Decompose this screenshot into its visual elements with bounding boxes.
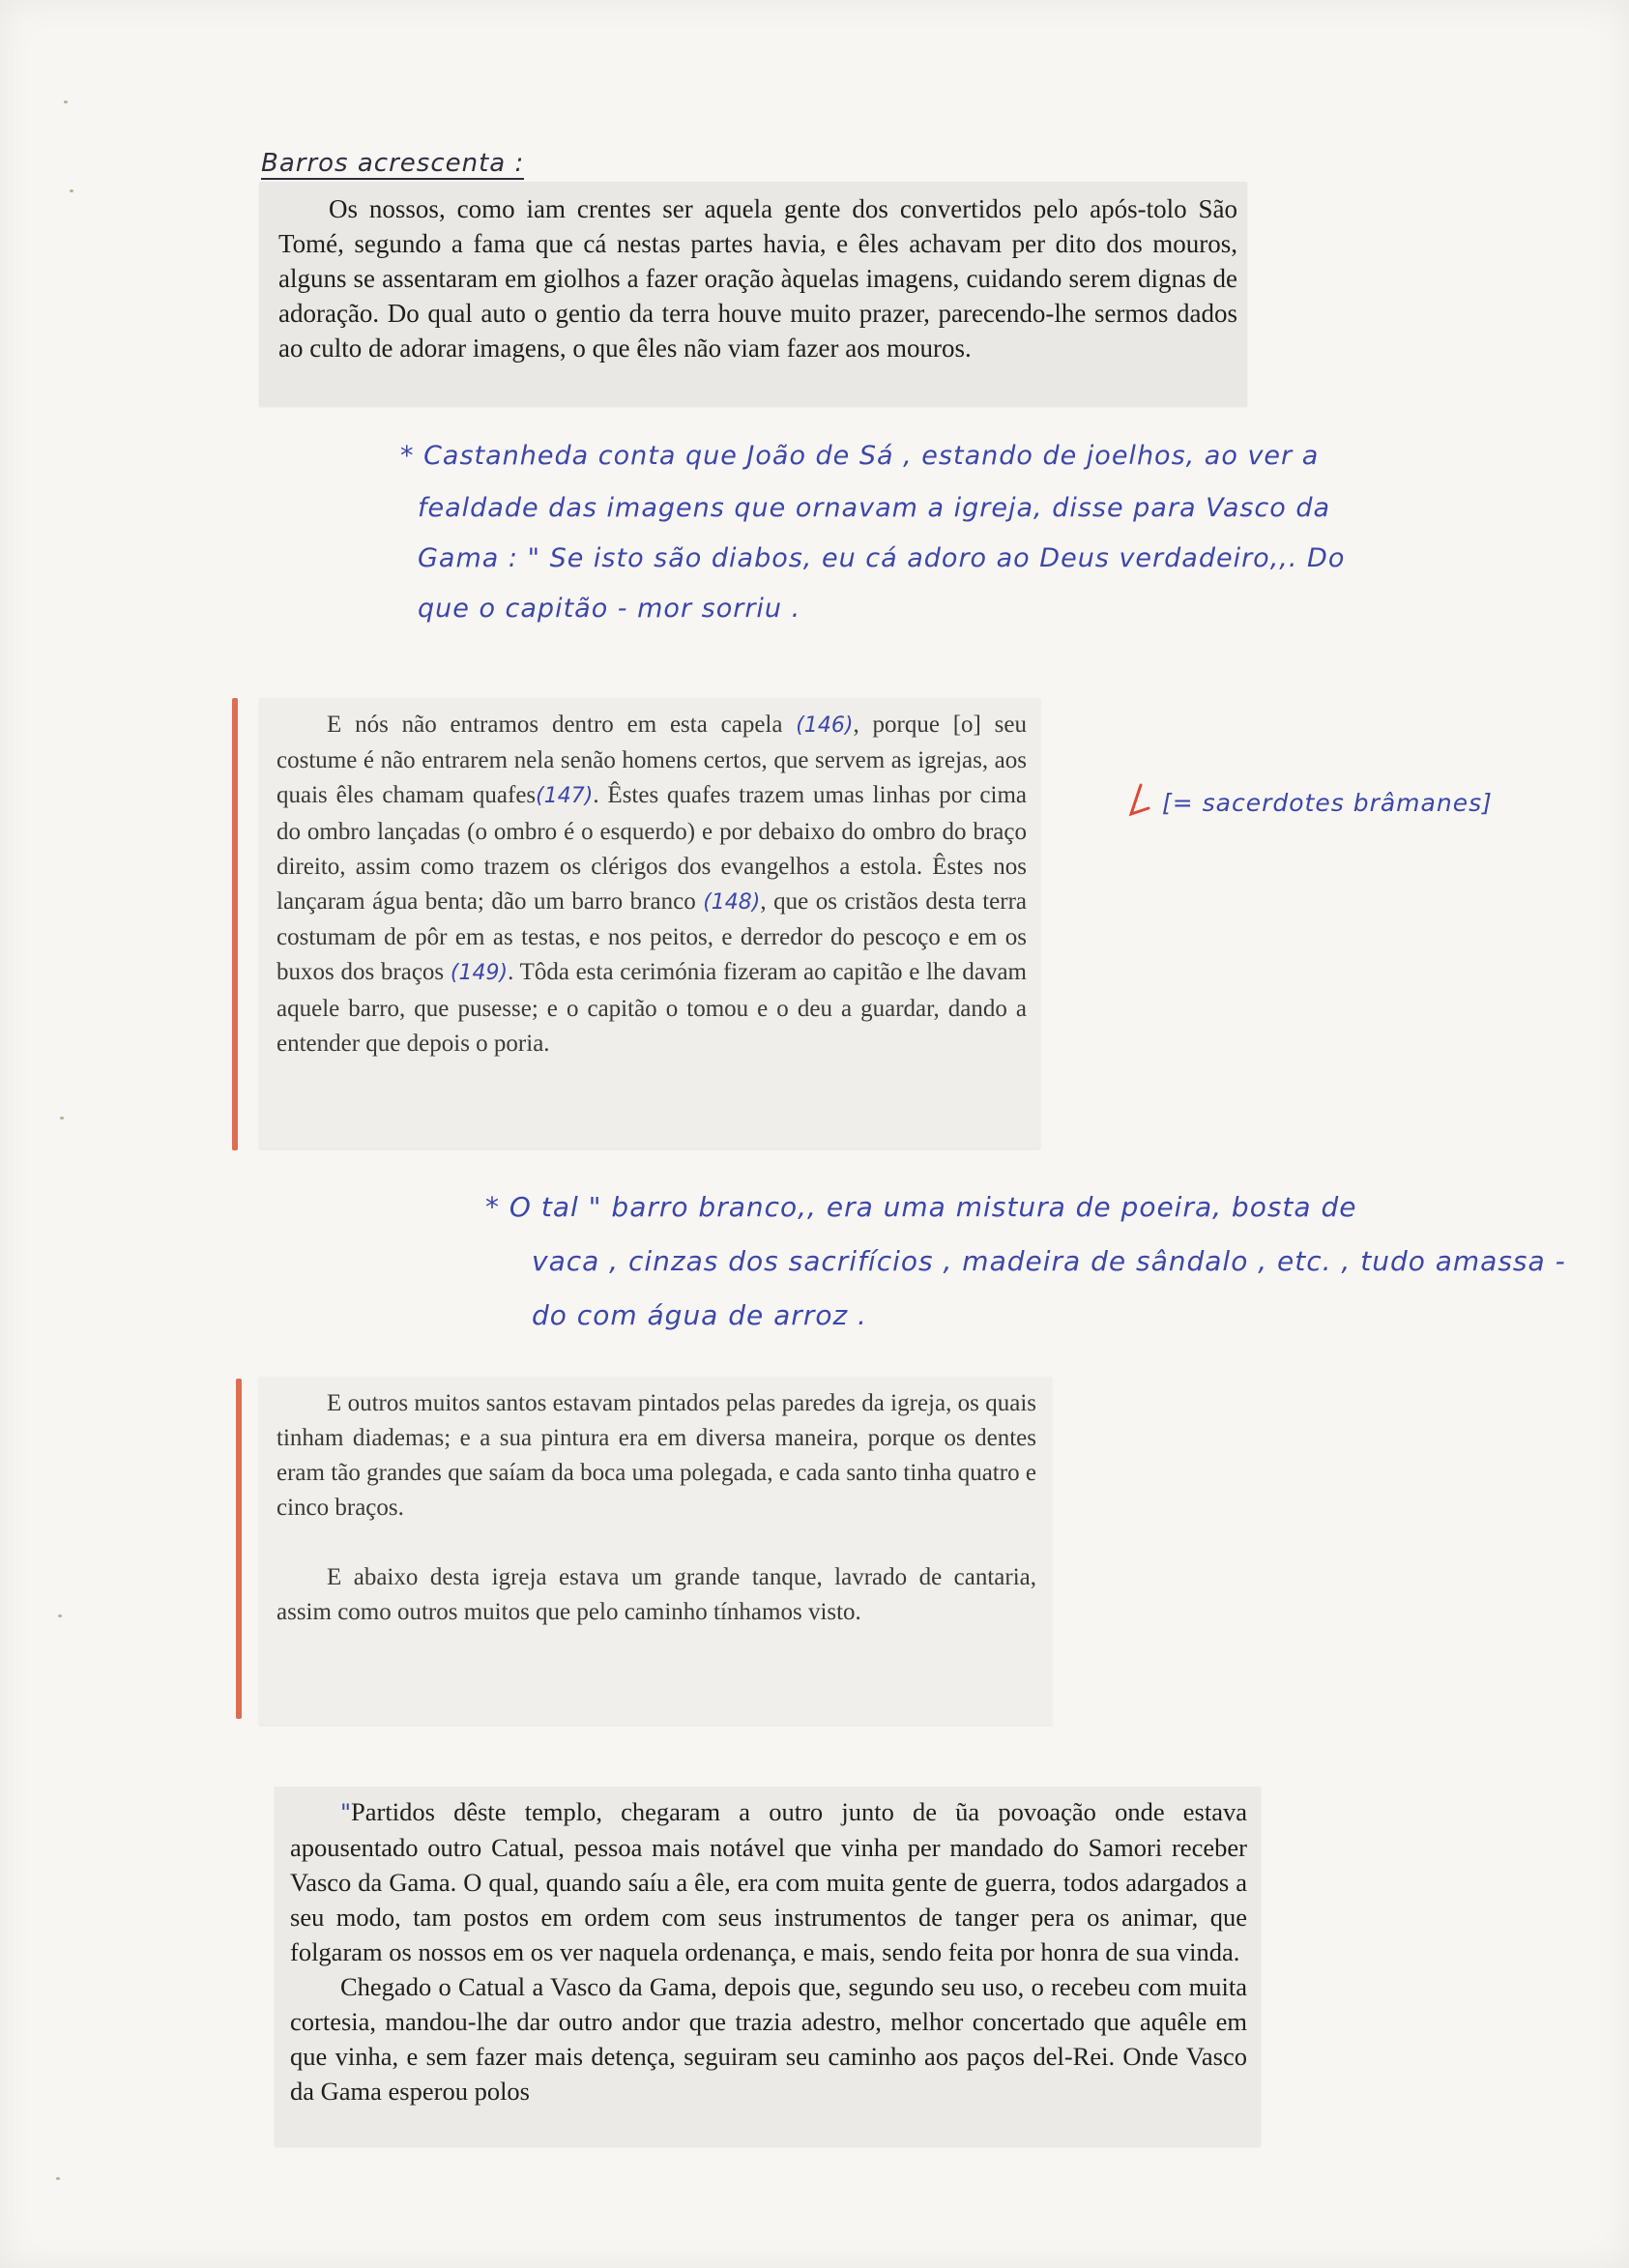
quote-clipping-2 <box>259 698 1040 1149</box>
handwritten-note-2-line: do com água de arroz . <box>532 1299 867 1331</box>
quote-paragraph: E outros muitos santos estavam pintados pelas paredes da igreja, os quais tinham diademas; e a sua pintura era em diversa maneira, porque os dentes eram tão grandes que saíam da boca uma polegada, e cada santo tinha quatro e cinco braços. <box>276 1390 1036 1521</box>
red-check-icon <box>1121 781 1152 820</box>
handwritten-note-1-line: fealdade das imagens que ornavam a igreja, disse para Vasco da <box>418 493 1331 523</box>
handwritten-note-2-line: * O tal " barro branco,, era uma mistura de poeira, bosta de <box>485 1191 1357 1223</box>
text-run: Partidos dêste templo, chegaram a outro junto de ũa povoação onde estava apousentado outro Catual, pessoa mais notável que vinha per mandado do Samori receber Vasco da Gama. O qual, quando saíu a êle, era com muita gente de guerra, todos adargados a seu modo, tam postos em ordem com seus instrumentos de tanger pera os animar, que folgaram os nossos em os ver naquela ordenança, e mais, sendo feita por honra de sua vinda. <box>290 1797 1247 1966</box>
quote-body <box>290 1794 1247 2108</box>
footnote-ref: (147) <box>536 784 594 809</box>
handwritten-note-1-line: * Castanheda conta que João de Sá , estando de joelhos, ao ver a <box>400 441 1320 471</box>
footnote-ref: (148) <box>703 890 761 916</box>
handwritten-note-2-line: vaca , cinzas dos sacrifícios , madeira de sândalo , etc. , tudo amassa - <box>532 1245 1566 1277</box>
text-run: . Tôda esta cerimónia fizeram ao capitão e lhe davam aquele barro, que pusesse; e o capitão o tomou e o deu a guardar, dando a entender que depois o poria. <box>276 959 1027 1057</box>
paper-speck <box>56 2177 60 2180</box>
paper-speck <box>70 189 73 192</box>
handwritten-note-1-line: Gama : " Se isto são diabos, eu cá adoro ao Deus verdadeiro,,. Do <box>418 543 1346 573</box>
quote-body <box>276 1386 1036 1630</box>
quote-paragraph: E abaixo desta igreja estava um grande tanque, lavrado de cantaria, assim como outros muitos que pelo caminho tínhamos visto. <box>276 1564 1036 1625</box>
text-run: , porque [o] seu costume é não entrarem nela senão homens certos, que servem as igrejas, aos quais êles chamam quafes <box>276 712 1028 809</box>
margin-annotation-text: [= sacerdotes brâmanes] <box>1162 789 1493 817</box>
text-run: . Êstes quafes trazem umas linhas por cima do ombro lançadas (o ombro é o esquerdo) e por debaixo do ombro do braço direito, assim como trazem os clérigos dos evangelhos a estola. Êstes nos lançaram água benta; dão um barro branco <box>276 782 1027 916</box>
page-title: Barros acrescenta : <box>261 149 525 178</box>
red-pencil-marker <box>236 1379 242 1719</box>
quote-clipping-3 <box>259 1377 1052 1725</box>
opening-quote-mark: " <box>340 1799 352 1826</box>
quote-clipping-1 <box>259 182 1247 406</box>
quote-paragraph <box>276 708 1027 1061</box>
quote-paragraph <box>290 1794 1247 1969</box>
paper-speck <box>64 101 68 103</box>
text-run: , que os cristãos desta terra costumam de pôr em as testas, e nos peitos, e derredor do pescoço e em os buxos dos braços <box>276 888 1027 986</box>
quote-clipping-4 <box>275 1787 1261 2146</box>
footnote-ref: (149) <box>450 961 509 986</box>
red-pencil-marker <box>232 698 238 1150</box>
quote-paragraph: Chegado o Catual a Vasco da Gama, depois que, segundo seu uso, o recebeu com muita cortesia, mandou-lhe dar outro andor que trazia adestro, melhor concertado que aquêle em que vinha, e sem fazer mais detença, seguiram seu caminho aos paços del-Rei. Onde Vasco da Gama esperou polos <box>290 1972 1247 2106</box>
paper-speck <box>58 1614 62 1617</box>
handwritten-note-1-line: que o capitão - mor sorriu . <box>418 594 801 624</box>
quote-paragraph: Os nossos, como iam crentes ser aquela gente dos convertidos pelo após-tolo São Tomé, segundo a fama que cá nestas partes havia, e êles achavam per dito dos mouros, alguns se assentaram em giolhos a fazer oração àquelas imagens, cuidando serem dignas de adoração. Do qual auto o gentio da terra houve muito prazer, parecendo-lhe sermos dados ao culto de adorar imagens, o que êles não viam fazer aos mouros. <box>278 194 1237 363</box>
text-run: E nós não entramos dentro em esta capela <box>327 712 783 738</box>
paper-speck <box>60 1117 64 1119</box>
footnote-ref: (146) <box>796 713 854 738</box>
